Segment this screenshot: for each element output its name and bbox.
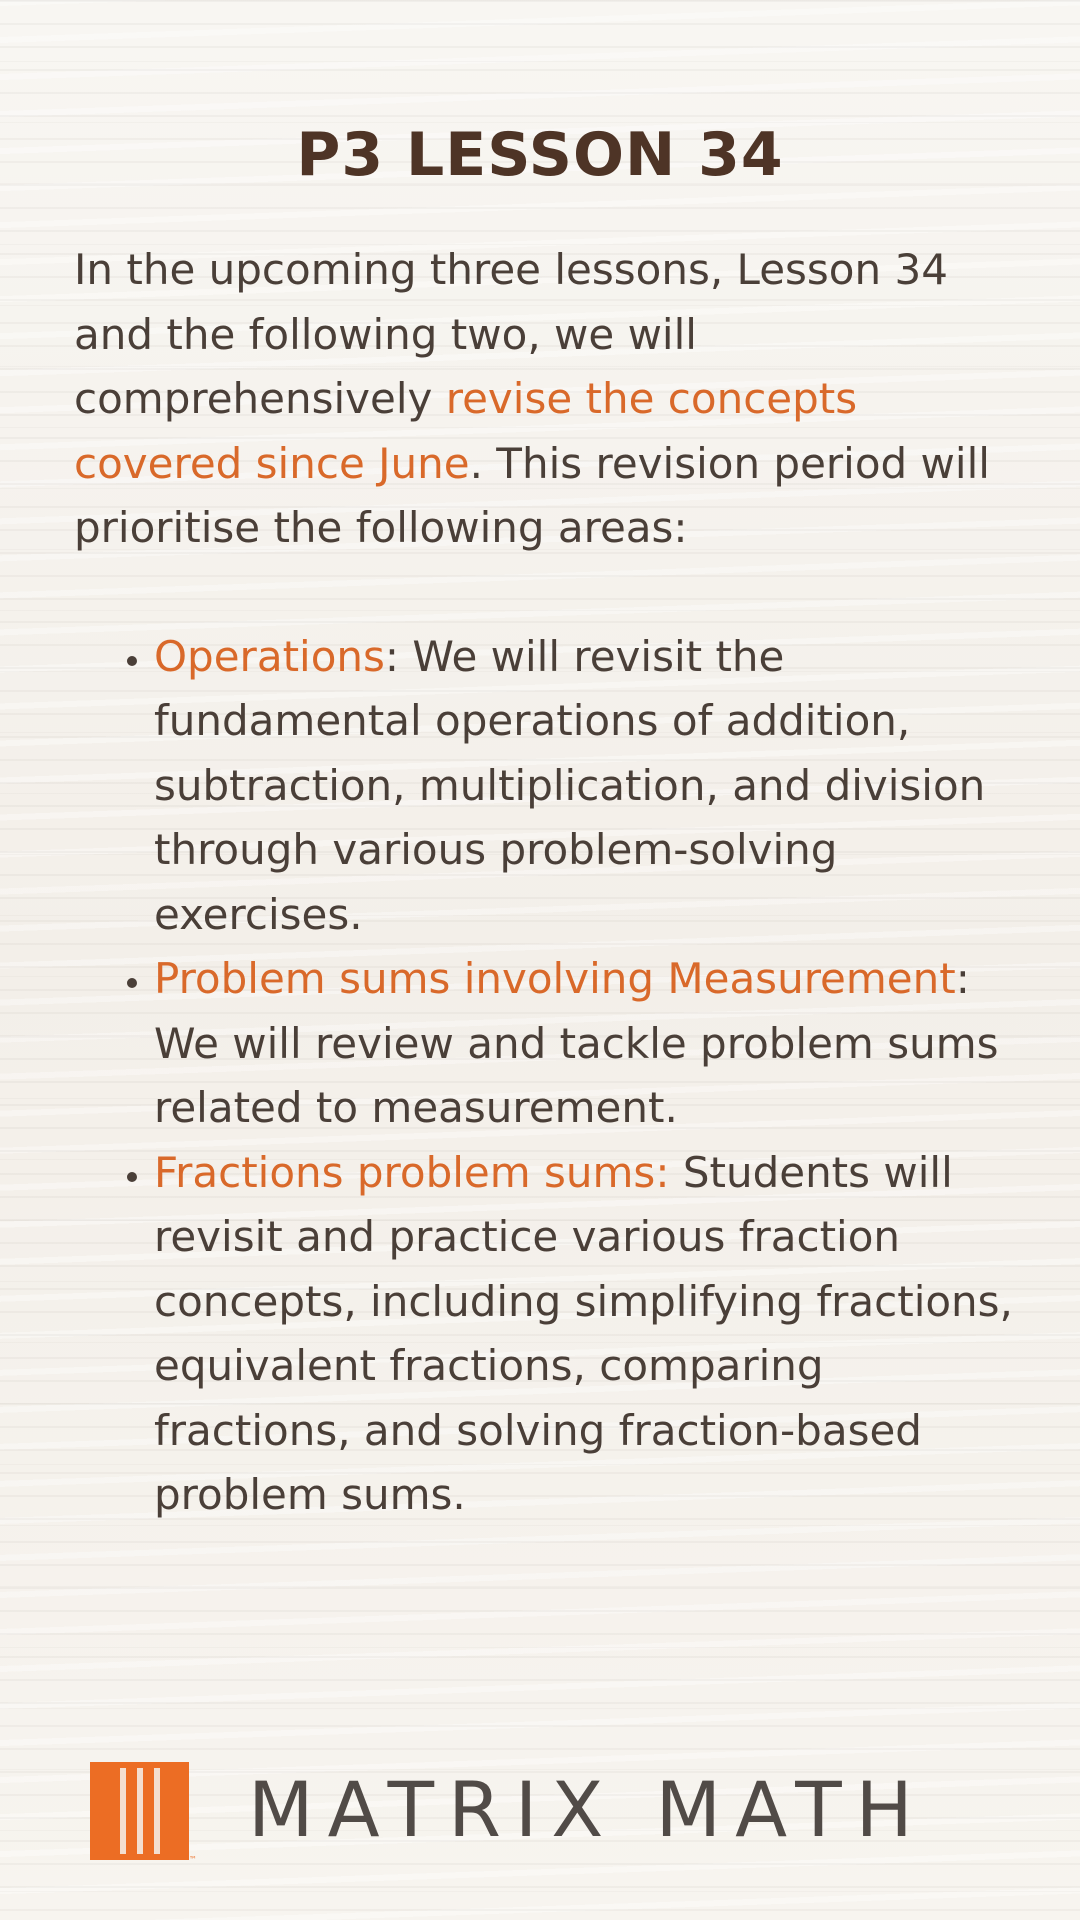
intro-text-end: . This revision period will prioritise the following areas: <box>74 438 990 552</box>
area-description: : We will revisit the fundamental operations of addition, subtraction, multiplication, and division through various problem-solving exercises. <box>154 631 986 939</box>
area-heading: Fractions problem sums: <box>154 1147 670 1197</box>
focus-areas-list <box>74 625 1014 1528</box>
brand-logo <box>90 1760 1010 1864</box>
area-description: : We will review and tackle problem sums related to measurement. <box>154 954 999 1132</box>
list-item-measurement <box>154 947 1014 1141</box>
area-description: Students will revisit and practice various fraction concepts, including simplifying fractions, equivalent fractions, comparing fractions, and solving fraction-based problem sums. <box>154 1147 1013 1519</box>
page-title: P3 LESSON 34 <box>296 120 784 191</box>
intro-paragraph <box>74 238 1014 561</box>
brand-name: MATRIX MATH <box>248 1765 927 1854</box>
list-item-fractions <box>154 1141 1014 1528</box>
area-heading: Operations <box>154 631 385 681</box>
list-item-operations <box>154 625 1014 948</box>
intro-highlight: revise the concepts covered since June <box>74 374 858 488</box>
lesson-content <box>74 238 1014 1528</box>
area-heading: Problem sums involving Measurement <box>154 954 956 1003</box>
intro-text-start: In the upcoming three lessons, Lesson 34 and the following two, we will comprehensively <box>74 245 948 423</box>
matrix-math-logo-mark-icon: ™ <box>90 1762 189 1860</box>
